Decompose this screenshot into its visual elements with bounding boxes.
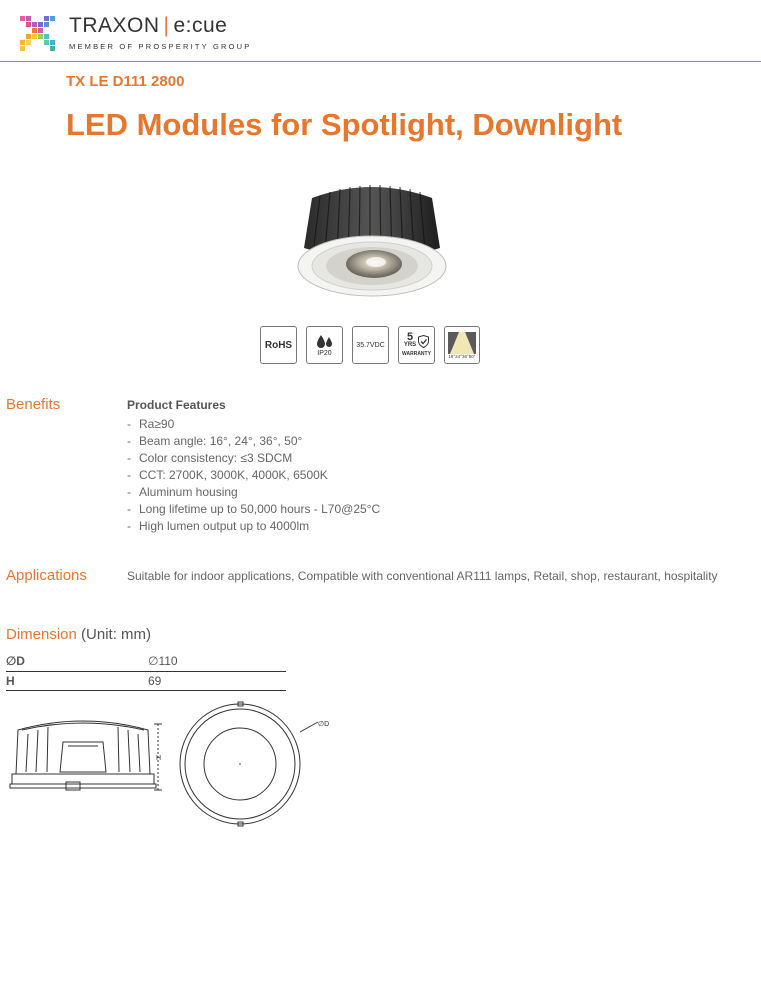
table-row	[6, 671, 286, 690]
list-item: - CCT: 2700K, 3000K, 4000K, 6500K	[127, 468, 328, 482]
list-item: - Ra≥90	[127, 417, 175, 431]
ip-label: IP20	[317, 349, 332, 357]
brand-name	[69, 14, 227, 38]
benefits-label: Benefits	[6, 396, 61, 413]
shield-check-icon	[418, 335, 429, 348]
light-beam-icon	[448, 332, 476, 354]
certification-badges	[260, 326, 480, 366]
dimension-table	[6, 652, 286, 691]
top-view-drawing	[178, 700, 338, 828]
list-item: - Beam angle: 16°, 24°, 36°, 50°	[127, 434, 303, 448]
warranty-badge	[398, 326, 435, 364]
side-view-drawing	[8, 712, 168, 802]
product-image	[292, 178, 452, 298]
diameter-label: ∅D	[318, 721, 330, 728]
dim-key: H	[6, 671, 148, 690]
page-header	[0, 0, 761, 62]
list-item: - Aluminum housing	[127, 485, 238, 499]
brand-right: e:cue	[173, 14, 228, 37]
warranty-years: 5	[406, 331, 414, 343]
product-code: TX LE D111 2800	[66, 73, 185, 90]
list-item: - Color consistency: ≤3 SDCM	[127, 451, 293, 465]
list-item: - High lumen output up to 4000lm	[127, 519, 310, 533]
beam-angle-badge	[444, 326, 480, 364]
features-heading: Product Features	[127, 398, 226, 412]
applications-label: Applications	[6, 567, 87, 584]
warranty-unit: YRS	[403, 342, 417, 348]
warranty-label: WARRANTY	[402, 351, 431, 357]
table-row	[6, 652, 286, 671]
dimension-unit: (Unit: mm)	[81, 626, 152, 643]
brand-tagline: MEMBER OF PROSPERITY GROUP	[69, 42, 252, 51]
header-divider	[0, 61, 761, 62]
brand-left: TRAXON	[69, 14, 160, 37]
brand-separator: |	[163, 14, 170, 37]
dimension-word: Dimension	[6, 626, 77, 643]
beam-angles-label: 16°24°36°50°	[448, 353, 476, 359]
page-title: LED Modules for Spotlight, Downlight	[66, 107, 623, 142]
ip-rating-badge	[306, 326, 343, 364]
height-label: H	[156, 755, 162, 762]
list-item: - Long lifetime up to 50,000 hours - L70@25°C	[127, 502, 381, 516]
brand-logo-icon	[20, 16, 56, 52]
voltage-badge	[352, 326, 389, 364]
voltage-label: 35.7VDC	[356, 341, 385, 349]
dim-value: 69	[148, 671, 286, 690]
dimension-label	[6, 626, 151, 643]
features-list	[127, 416, 380, 535]
applications-text: Suitable for indoor applications, Compatible with conventional AR111 lamps, Retail, shop, restaurant, hospitality	[127, 569, 718, 583]
water-drop-icon	[315, 334, 335, 350]
dim-key: ∅D	[6, 652, 148, 671]
dim-value: ∅110	[148, 652, 286, 671]
rohs-badge	[260, 326, 297, 364]
rohs-label: RoHS	[264, 339, 293, 351]
